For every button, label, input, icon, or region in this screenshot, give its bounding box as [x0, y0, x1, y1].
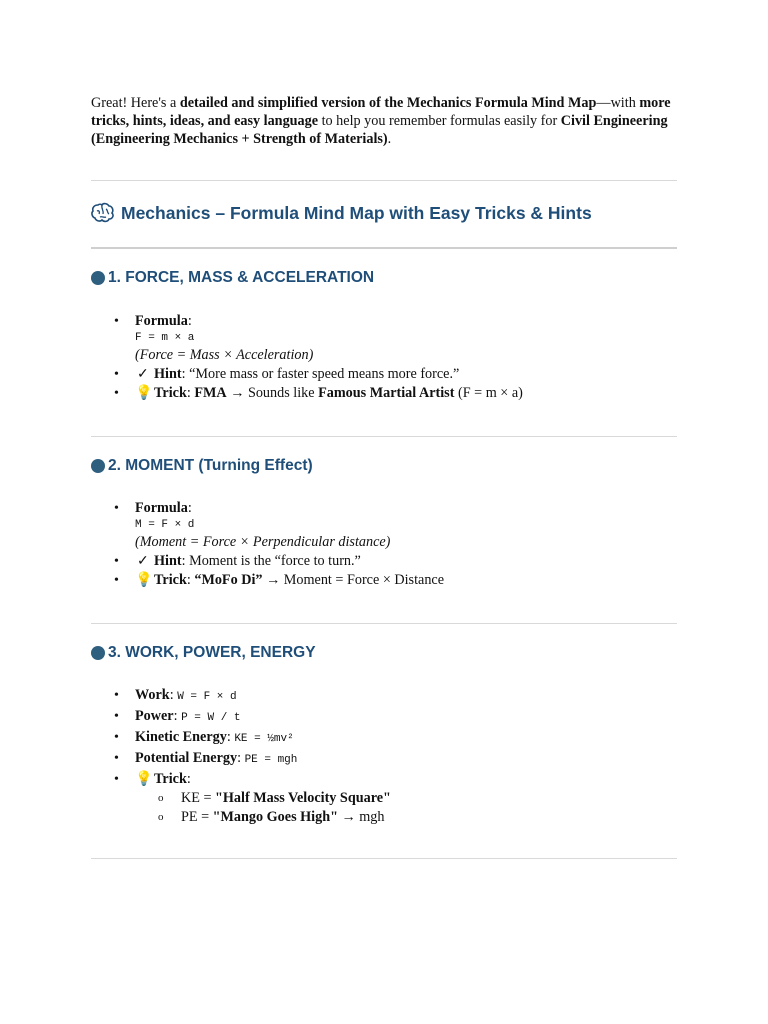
light-bulb-icon: 💡 [135, 385, 153, 401]
brain-icon [91, 202, 115, 224]
intro-bold-3: Civil Engineering (Engineering Mechanics + Strength of Materials) [91, 113, 668, 147]
divider [91, 436, 677, 437]
intro-paragraph [91, 94, 677, 148]
potential-energy-label: Potential Energy [135, 750, 238, 766]
section-1-list [91, 312, 677, 403]
sub-bold: "Half Mass Velocity Square" [215, 790, 391, 806]
intro-text-2: —with [596, 95, 640, 111]
intro-text-4: . [387, 131, 392, 147]
formula-label: Formula [135, 500, 188, 516]
list-item: • Power: P = W / t [91, 707, 677, 728]
intro-bold-1: detailed and simplified version of the Mechanics Formula Mind Map [179, 95, 597, 111]
hint-label: Hint [154, 366, 182, 382]
formula-code: M = F × d [135, 519, 195, 531]
page-title [91, 202, 677, 224]
formula-code: F = m × a [135, 332, 195, 344]
blue-circle-icon [91, 271, 105, 285]
section-3-list [91, 686, 677, 827]
work-formula: W = F × d [177, 691, 237, 703]
list-item: • Formula: F = m × a (Force = Mass × Acceleration) [91, 312, 677, 365]
light-bulb-icon: 💡 [135, 572, 153, 588]
blue-circle-icon [91, 646, 105, 660]
sub-text: PE = [181, 809, 213, 825]
divider [91, 180, 677, 181]
hint-label: Hint [154, 553, 182, 569]
trick-text: → Sounds like [226, 385, 319, 401]
section-1-heading-text: 1. FORCE, MASS & ACCELERATION [108, 269, 375, 286]
section-2-heading-text: 2. MOMENT (Turning Effect) [108, 457, 313, 474]
sub-text: KE = [181, 790, 216, 806]
blue-circle-icon [91, 459, 105, 473]
divider [91, 858, 677, 859]
sub-list-item [91, 789, 677, 808]
list-item [91, 552, 677, 571]
formula-note: (Force = Mass × Acceleration) [135, 347, 314, 363]
check-mark-icon: ✓ [137, 553, 149, 569]
list-item: • Potential Energy: PE = mgh [91, 749, 677, 770]
kinetic-energy-formula: KE = ½mv² [234, 733, 294, 745]
list-item: • 💡Trick: FMA → Sounds like Famous Martial Artist (F = m × a) [91, 384, 677, 403]
potential-energy-formula: PE = mgh [244, 754, 298, 766]
trick-text: → Moment = Force × Distance [262, 572, 445, 588]
divider [91, 623, 677, 624]
power-label: Power [135, 708, 174, 724]
trick-bold: Famous Martial Artist [318, 385, 455, 401]
section-2-heading [91, 457, 677, 475]
formula-label: Formula [135, 313, 188, 329]
page-title-text: Mechanics – Formula Mind Map with Easy Tricks & Hints [121, 202, 592, 223]
list-item: • 💡Trick: “MoFo Di” → Moment = Force × Distance [91, 571, 677, 590]
check-mark-icon: ✓ [137, 366, 149, 382]
trick-bold: “MoFo Di” [194, 572, 263, 588]
section-3-heading-text: 3. WORK, POWER, ENERGY [108, 644, 316, 661]
document-page [91, 94, 677, 859]
sub-list-item [91, 808, 677, 827]
section-3-heading [91, 644, 677, 662]
trick-label: Trick [154, 572, 187, 588]
sub-text: → mgh [337, 809, 385, 825]
section-2-list [91, 499, 677, 590]
section-1-heading [91, 269, 677, 287]
formula-note: (Moment = Force × Perpendicular distance) [135, 534, 391, 550]
trick-bold: FMA [194, 385, 227, 401]
kinetic-energy-label: Kinetic Energy [135, 729, 227, 745]
divider [91, 247, 677, 249]
intro-bold-2: more tricks, hints, ideas, and easy language [91, 95, 671, 129]
work-label: Work [135, 687, 170, 703]
intro-text-3: to help you remember formulas easily for [318, 113, 561, 129]
light-bulb-icon: 💡 [135, 771, 153, 787]
intro-text-1: Great! Here's a [91, 95, 180, 111]
power-formula: P = W / t [181, 712, 241, 724]
list-item: • Formula: M = F × d (Moment = Force × Perpendicular distance) [91, 499, 677, 552]
list-item: • 💡Trick: [91, 770, 677, 789]
sub-bold: "Mango Goes High" [212, 809, 338, 825]
hint-text: : “More mass or faster speed means more force.” [181, 366, 460, 382]
trick-text: (F = m × a) [454, 385, 523, 401]
trick-label: Trick [154, 385, 187, 401]
list-item: • Kinetic Energy: KE = ½mv² [91, 728, 677, 749]
trick-label: Trick [154, 771, 187, 787]
hint-text: : Moment is the “force to turn.” [181, 553, 361, 569]
list-item: • Work: W = F × d [91, 686, 677, 707]
list-item [91, 365, 677, 384]
